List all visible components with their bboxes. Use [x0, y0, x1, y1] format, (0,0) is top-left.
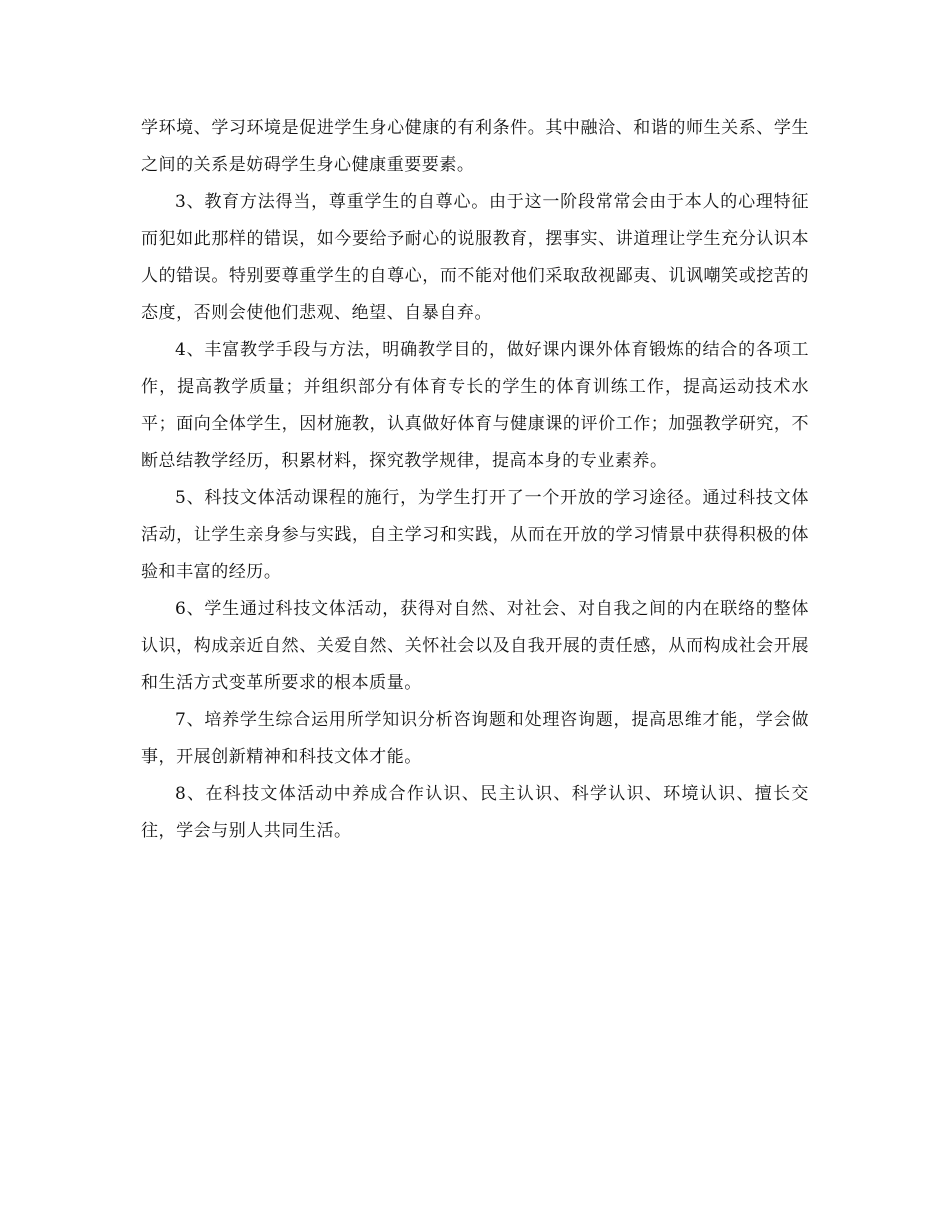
paragraph-item-5: 5、科技文体活动课程的施行，为学生打开了一个开放的学习途径。通过科技文体活动，让学生亲身参与实践，自主学习和实践，从而在开放的学习情景中获得积极的体验和丰富的经历。	[141, 488, 809, 582]
paragraph-item-6: 6、学生通过科技文体活动，获得对自然、对社会、对自我之间的内在联络的整体认识，构成亲近自然、关爱自然、关怀社会以及自我开展的责任感，从而构成社会开展和生活方式变革所要求的根本质量。	[141, 599, 809, 693]
paragraph-item-7: 7、培养学生综合运用所学知识分析咨询题和处理咨询题，提高思维才能，学会做事，开展创新精神和科技文体才能。	[141, 710, 809, 767]
paragraph-item-4: 4、丰富教学手段与方法，明确教学目的，做好课内课外体育锻炼的结合的各项工作，提高教学质量；并组织部分有体育专长的学生的体育训练工作，提高运动技术水平；面向全体学生，因材施教，认真做好体育与健康课的评价工作；加强教学研究，不断总结教学经历，积累材料，探究教学规律，提高本身的专业素养。	[141, 340, 809, 471]
paragraph-continuation: 学环境、学习环境是促进学生身心健康的有利条件。其中融洽、和谐的师生关系、学生之间的关系是妨碍学生身心健康重要要素。	[141, 118, 809, 175]
paragraph-item-3: 3、教育方法得当，尊重学生的自尊心。由于这一阶段常常会由于本人的心理特征而犯如此那样的错误，如今要给予耐心的说服教育，摆事实、讲道理让学生充分认识本人的错误。特别要尊重学生的自尊心，而不能对他们采取敌视鄙夷、讥讽嘲笑或挖苦的态度，否则会使他们悲观、绝望、自暴自弃。	[141, 192, 809, 323]
document-body	[141, 110, 809, 850]
paragraph-item-8: 8、在科技文体活动中养成合作认识、民主认识、科学认识、环境认识、擅长交往，学会与别人共同生活。	[141, 784, 809, 841]
